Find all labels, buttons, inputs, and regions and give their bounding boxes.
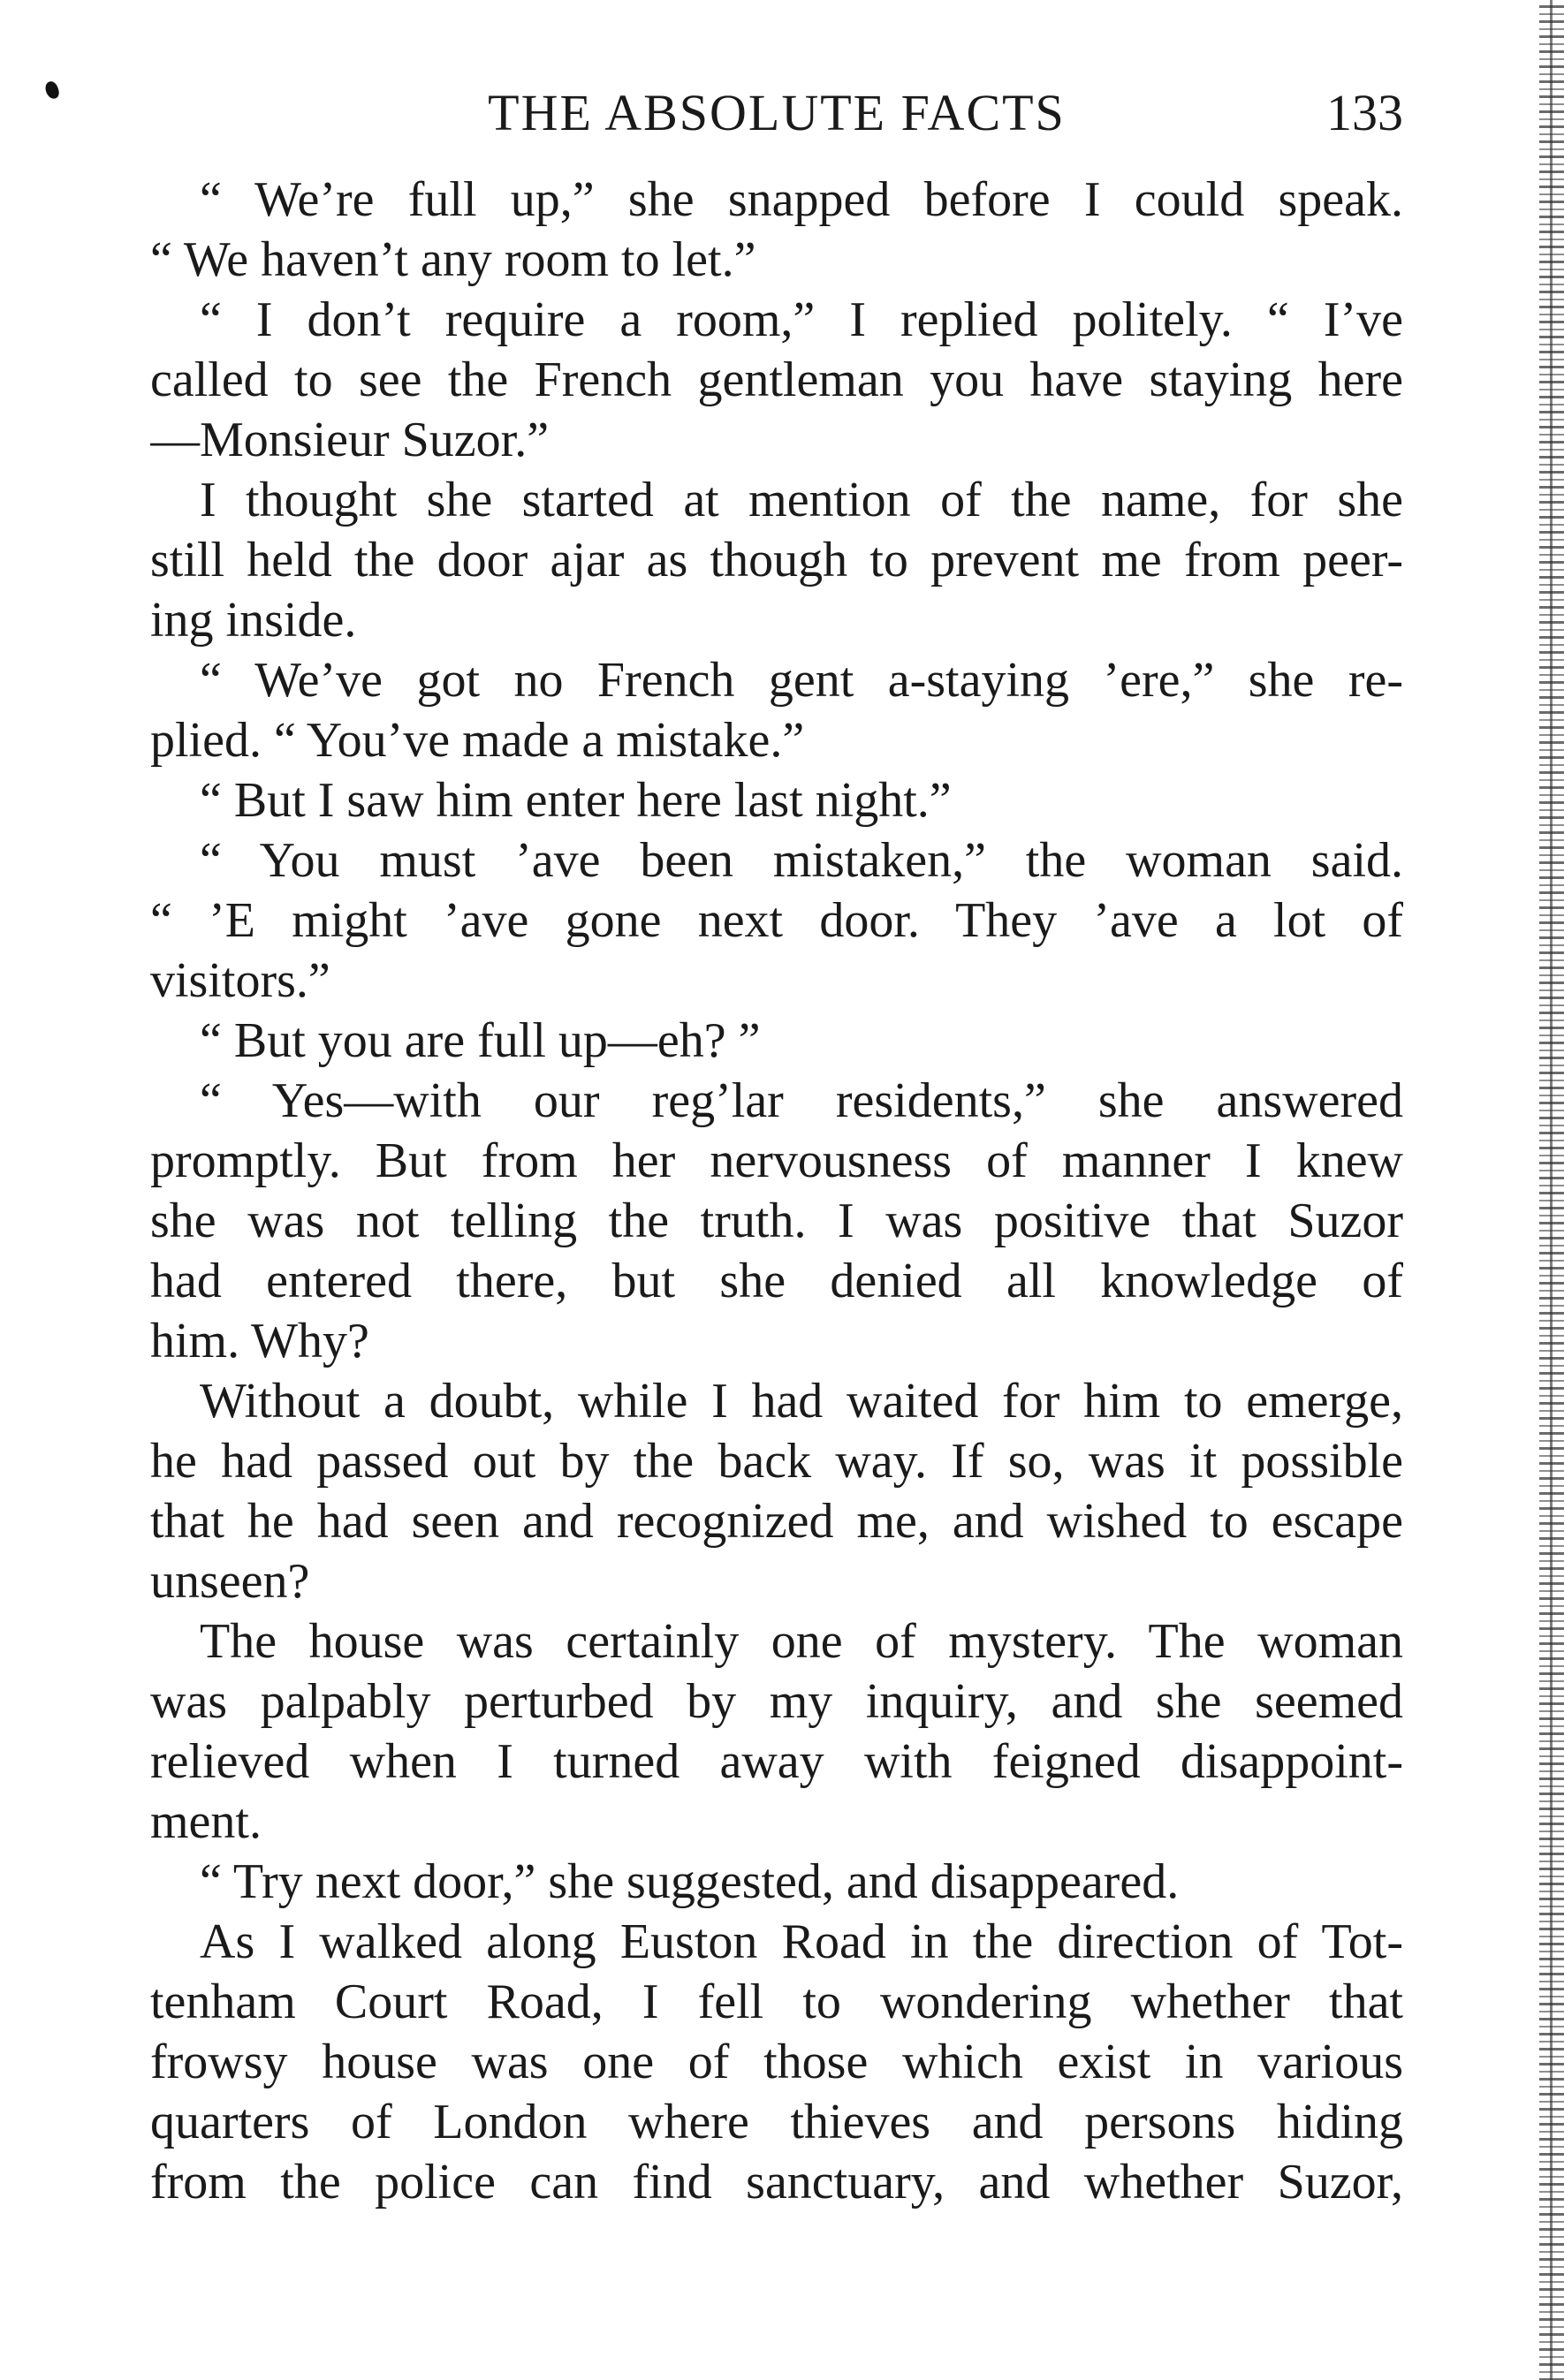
text-line: from the police can find sanctuary, and whether Suzor, <box>150 2155 1403 2209</box>
running-head: THE ABSOLUTE FACTS <box>488 84 1066 141</box>
text-line: had entered there, but she denied all knowledge of <box>150 1254 1403 1308</box>
page-header <box>150 81 1403 145</box>
text-line: unseen? <box>150 1554 310 1609</box>
text-line: “ I don’t require a room,” I replied politely. “ I’ve <box>200 292 1403 347</box>
text-line: —Monsieur Suzor.” <box>150 413 550 467</box>
text-line: ing inside. <box>150 593 357 648</box>
text-line: frowsy house was one of those which exist in various <box>150 2035 1403 2089</box>
text-line: “ Yes—with our reg’lar residents,” she answered <box>200 1073 1403 1128</box>
text-line: was palpably perturbed by my inquiry, and she seemed <box>150 1674 1403 1729</box>
text-line: Without a doubt, while I had waited for him to emerge, <box>200 1374 1403 1429</box>
text-line: “ We haven’t any room to let.” <box>150 232 756 287</box>
text-line: As I walked along Euston Road in the direction of Tot- <box>200 1914 1403 1969</box>
text-line: quarters of London where thieves and persons hiding <box>150 2095 1403 2149</box>
text-line: tenham Court Road, I fell to wondering whether that <box>150 1974 1403 2029</box>
text-line: plied. “ You’ve made a mistake.” <box>150 713 805 768</box>
text-line: him. Why? <box>150 1314 369 1368</box>
text-line: I thought she started at mention of the name, for she <box>200 473 1403 527</box>
text-line: called to see the French gentleman you have staying here <box>150 352 1403 407</box>
text-line: visitors.” <box>150 953 330 1008</box>
text-line: she was not telling the truth. I was positive that Suzor <box>150 1194 1403 1248</box>
text-line: “ ’E might ’ave gone next door. They ’ave a lot of <box>150 893 1403 948</box>
binding-line <box>1550 0 1553 2380</box>
ink-speck <box>43 80 60 100</box>
text-line: “ Try next door,” she suggested, and disappeared. <box>200 1854 1180 1909</box>
text-line: promptly. But from her nervousness of manner I knew <box>150 1133 1403 1188</box>
text-line: relieved when I turned away with feigned disappoint- <box>150 1734 1403 1789</box>
text-line: “ You must ’ave been mistaken,” the woman said. <box>200 833 1403 888</box>
page-number: 133 <box>1326 84 1403 141</box>
text-line: “ But I saw him enter here last night.” <box>200 773 952 828</box>
text-line: “ But you are full up—eh? ” <box>200 1013 761 1068</box>
text-line: ment. <box>150 1794 262 1849</box>
text-line: “ We’re full up,” she snapped before I could speak. <box>200 172 1403 227</box>
body-text <box>150 170 1403 2212</box>
text-line: still held the door ajar as though to prevent me from peer- <box>150 533 1403 587</box>
text-line: that he had seen and recognized me, and wished to escape <box>150 1494 1403 1549</box>
text-line: he had passed out by the back way. If so, was it possible <box>150 1434 1403 1489</box>
text-line: “ We’ve got no French gent a-staying ’ere,” she re- <box>200 653 1403 708</box>
text-line: The house was certainly one of mystery. The woman <box>200 1614 1403 1669</box>
